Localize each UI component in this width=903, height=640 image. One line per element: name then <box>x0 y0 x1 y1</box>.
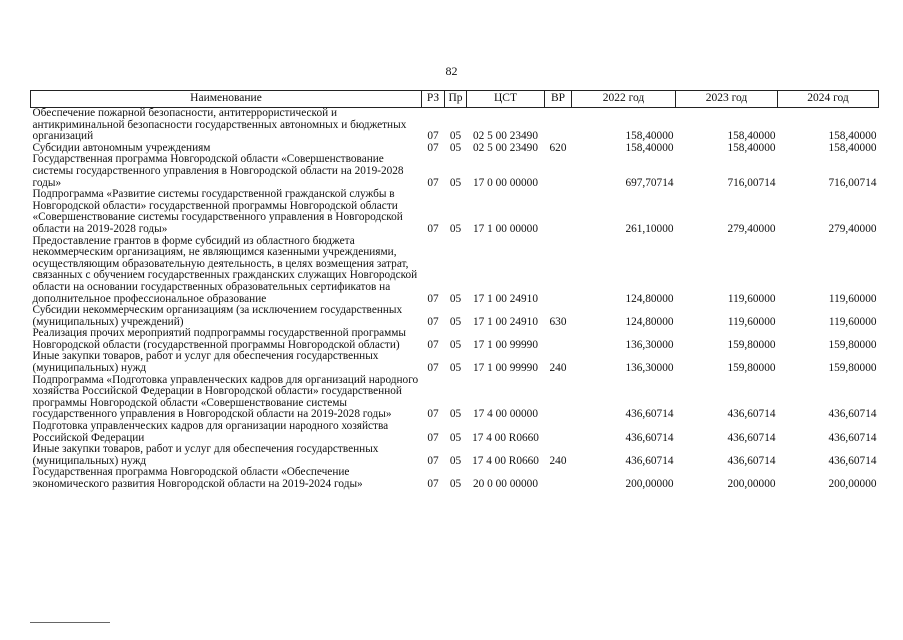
row-rz-cell: 07 <box>427 454 439 467</box>
table-row <box>31 189 879 235</box>
row-2022-cell: 136,30000 <box>625 362 674 375</box>
row-2022-cell: 436,60714 <box>625 408 674 421</box>
row-2022-cell: 436,60714 <box>625 431 674 444</box>
row-2024-cell: 159,80000 <box>828 338 877 351</box>
row-2023-cell: 158,40000 <box>727 141 776 154</box>
row-pr-cell: 05 <box>449 431 462 444</box>
row-2024-cell: 119,60000 <box>828 315 877 328</box>
table-row <box>31 108 879 143</box>
header-2022: 2022 год <box>572 91 676 108</box>
header-2023: 2023 год <box>676 91 778 108</box>
row-rz-cell: 07 <box>427 315 439 328</box>
row-name-cell: Подготовка управленческих кадров для организации народного хозяйства Российской Федерации <box>32 420 389 444</box>
row-2024-cell: 436,60714 <box>828 454 877 467</box>
row-vr-cell <box>545 467 572 490</box>
row-2022-cell: 436,60714 <box>625 454 674 467</box>
row-rz-cell: 07 <box>427 478 439 490</box>
header-vr: ВР <box>545 91 572 108</box>
row-2023-cell: 279,40000 <box>727 222 776 235</box>
row-2023-cell: 159,80000 <box>727 362 776 375</box>
row-2023-cell: 716,00714 <box>727 176 776 189</box>
row-pr-cell: 05 <box>449 176 462 189</box>
row-cst-cell: 02 5 00 23490 <box>473 130 538 143</box>
row-pr-cell: 05 <box>449 408 462 421</box>
header-cst: ЦСТ <box>467 91 545 108</box>
row-pr-cell: 05 <box>449 130 462 143</box>
row-pr-cell: 05 <box>449 315 462 328</box>
row-pr-cell: 05 <box>449 454 462 467</box>
row-pr-cell: 05 <box>449 292 462 305</box>
row-cst-cell: 17 4 00 R0660 <box>472 454 539 467</box>
row-2024-cell: 159,80000 <box>828 362 877 375</box>
table-row <box>31 375 879 421</box>
row-name-cell: Реализация прочих мероприятий подпрограммы государственной программы Новгородской области (государственной программы Новгородской области) <box>32 327 406 351</box>
row-2024-cell: 436,60714 <box>828 431 877 444</box>
row-name-cell: Субсидии некоммерческим организациям (за исключением государственных (муниципальных) учреждений) <box>32 304 403 328</box>
row-vr-cell <box>545 236 572 306</box>
footer-divider <box>30 622 110 623</box>
row-2023-cell: 200,00000 <box>727 478 776 490</box>
row-2024-cell: 158,40000 <box>828 130 877 143</box>
row-name-cell: Государственная программа Новгородской области «Обеспечение экономического развития Новгородской области на 2019-2024 годы» <box>32 466 363 490</box>
row-cst-cell: 17 4 00 R0660 <box>472 431 539 444</box>
row-vr-cell <box>545 189 572 235</box>
row-2022-cell: 124,80000 <box>625 292 674 305</box>
row-2024-cell: 279,40000 <box>828 222 877 235</box>
row-vr-cell <box>545 375 572 421</box>
table-row <box>31 236 879 306</box>
table-row <box>31 421 879 444</box>
row-2022-cell: 158,40000 <box>625 141 674 154</box>
header-name: Наименование <box>31 91 422 108</box>
row-pr-cell: 05 <box>449 222 462 235</box>
row-2022-cell: 200,00000 <box>625 478 674 490</box>
row-cst-cell: 02 5 00 23490 <box>473 141 538 154</box>
table-row <box>31 305 879 328</box>
row-cst-cell: 20 0 00 00000 <box>473 478 538 490</box>
row-2024-cell: 200,00000 <box>828 478 877 490</box>
row-2023-cell: 119,60000 <box>727 292 776 305</box>
row-rz-cell: 07 <box>427 408 439 421</box>
row-2022-cell: 158,40000 <box>625 130 674 143</box>
row-vr-cell: 630 <box>549 315 567 328</box>
row-rz-cell: 07 <box>427 130 439 143</box>
row-vr-cell <box>545 154 572 189</box>
row-name-cell: Подпрограмма «Подготовка управленческих кадров для организаций народного хозяйства Российской Федерации в Новгородской области» государственной программы Новгородской области «Совершенствование системы государственного управления в Новгородской области на 2019-2028 годы» <box>32 373 419 421</box>
row-cst-cell: 17 1 00 99990 <box>473 362 538 375</box>
row-2022-cell: 697,70714 <box>625 176 674 189</box>
table-row <box>31 154 879 189</box>
header-2024: 2024 год <box>778 91 879 108</box>
row-2023-cell: 119,60000 <box>727 315 776 328</box>
row-cst-cell: 17 1 00 99990 <box>473 338 538 351</box>
row-rz-cell: 07 <box>427 176 439 189</box>
row-pr-cell: 05 <box>449 478 462 490</box>
table-row <box>31 328 879 351</box>
row-name-cell: Обеспечение пожарной безопасности, антитеррористической и антикриминальной безопасности государственных автономных и бюджетных организаций <box>32 107 407 143</box>
row-vr-cell: 240 <box>549 454 567 467</box>
table-header-row <box>31 91 879 108</box>
row-2023-cell: 158,40000 <box>727 130 776 143</box>
row-pr-cell: 05 <box>449 338 462 351</box>
page-number: 82 <box>445 64 458 78</box>
row-2023-cell: 159,80000 <box>727 338 776 351</box>
row-2024-cell: 158,40000 <box>828 141 877 154</box>
header-pr: Пр <box>445 91 467 108</box>
row-rz-cell: 07 <box>427 362 439 375</box>
row-2022-cell: 261,10000 <box>625 222 674 235</box>
budget-table <box>30 90 879 491</box>
row-rz-cell: 07 <box>427 292 439 305</box>
header-rz: РЗ <box>422 91 445 108</box>
row-vr-cell: 240 <box>549 362 567 375</box>
row-2023-cell: 436,60714 <box>727 454 776 467</box>
row-rz-cell: 07 <box>427 431 439 444</box>
row-name-cell: Подпрограмма «Развитие системы государственной гражданской службы в Новгородской области» государственной программы Новгородской области «Совершенствование системы государственного управления в Новгородской области на 2019-2028 годы» <box>32 188 403 235</box>
row-2023-cell: 436,60714 <box>727 431 776 444</box>
row-2022-cell: 136,30000 <box>625 338 674 351</box>
row-cst-cell: 17 1 00 24910 <box>473 292 538 305</box>
row-2023-cell: 436,60714 <box>727 408 776 421</box>
row-rz-cell: 07 <box>427 222 439 235</box>
row-name-cell: Субсидии автономным учреждениям <box>32 141 211 154</box>
row-name-cell: Иные закупки товаров, работ и услуг для обеспечения государственных (муниципальных) нужд <box>32 443 379 467</box>
row-rz-cell: 07 <box>427 338 439 351</box>
row-2024-cell: 436,60714 <box>828 408 877 421</box>
row-cst-cell: 17 4 00 00000 <box>473 408 538 421</box>
table-row <box>31 444 879 467</box>
row-2024-cell: 119,60000 <box>828 292 877 305</box>
table-row <box>31 351 879 374</box>
row-2022-cell: 124,80000 <box>625 315 674 328</box>
row-pr-cell: 05 <box>449 362 462 375</box>
row-name-cell: Государственная программа Новгородской области «Совершенствование системы государственного управления в Новгородской области на 2019-2028 годы» <box>32 153 404 189</box>
row-vr-cell <box>545 328 572 351</box>
row-vr-cell: 620 <box>549 141 567 154</box>
row-pr-cell: 05 <box>449 141 462 154</box>
row-cst-cell: 17 1 00 00000 <box>473 222 538 235</box>
table-body <box>31 108 879 491</box>
row-2024-cell: 716,00714 <box>828 176 877 189</box>
row-name-cell: Предоставление грантов в форме субсидий из областного бюджета некоммерческим организациям, не являющимся казенными учреждениями, осуществляющим образовательную деятельность, в целях возмещения затрат, связанных с обучением государственных гражданских служащих Новгородской области на основании государственных образовательных сертификатов на дополнительное профессиональное образование <box>32 234 418 305</box>
row-vr-cell <box>545 421 572 444</box>
row-name-cell: Иные закупки товаров, работ и услуг для обеспечения государственных (муниципальных) нужд <box>32 350 379 375</box>
row-cst-cell: 17 1 00 24910 <box>473 315 538 328</box>
table-row <box>31 467 879 490</box>
row-rz-cell: 07 <box>427 141 439 154</box>
row-vr-cell <box>545 108 572 143</box>
row-cst-cell: 17 0 00 00000 <box>473 176 538 189</box>
